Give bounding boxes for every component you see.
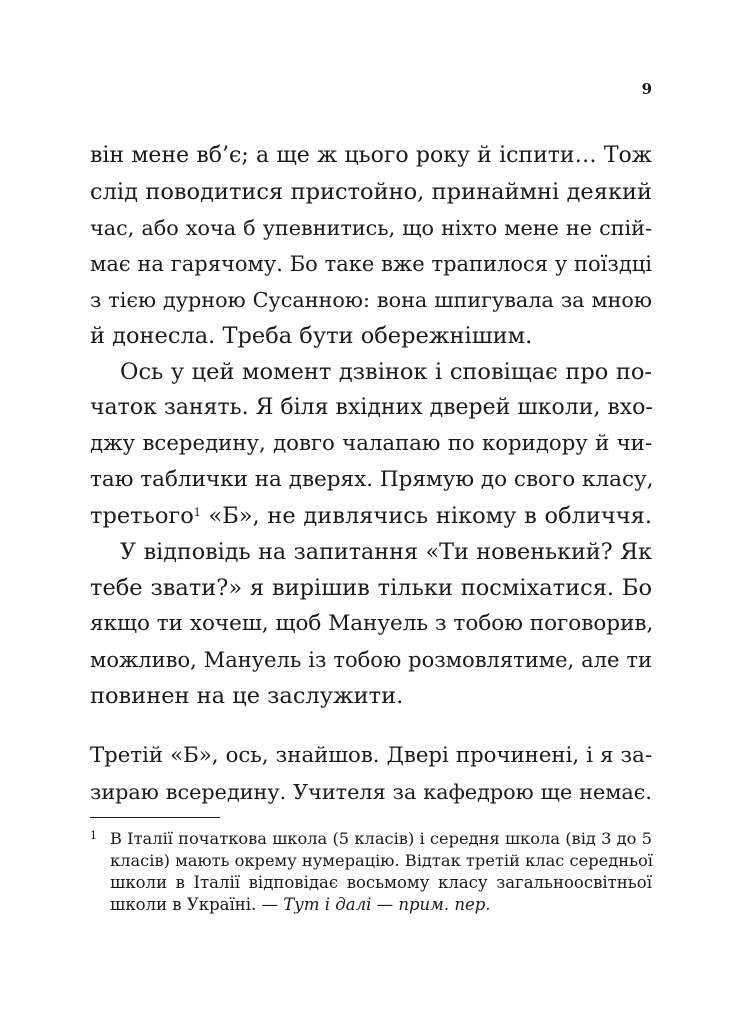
page-number: 9 [641, 80, 652, 98]
text-line: таю таблички на дверях. Прямую до свого класу, [90, 467, 654, 492]
text-line: джу всередину, довго чалапаю по коридору й чи- [90, 431, 652, 456]
text-line: й донесла. Треба бути обережнішим. [90, 323, 533, 349]
text-fragment: третього [90, 503, 194, 529]
text-line: Третій «Б», ось, знайшов. Двері прочинені, і я за- [90, 743, 652, 768]
footnote-reference: 1 [193, 506, 201, 519]
text-line: У відповідь на запитання «Ти новенький? Як [120, 539, 652, 565]
text-line: тебе звати?» я вирішив тільки посміхатися. Бо [90, 575, 652, 601]
footnote-line: школи в Італії відповідає восьмому класу загальноосвітньої [110, 873, 652, 892]
text-line: можливо, Мануель із тобою розмовлятиме, але ти [90, 648, 652, 672]
text-fragment: «Б», не дивлячись нікому в обличчя. [200, 503, 652, 529]
text-line: повинен на це заслужити. [90, 683, 404, 709]
footnote-text: школи в Україні. — [110, 895, 284, 914]
footnote-line: класів) мають окрему нумерацію. Відтак третій клас середньої [110, 851, 653, 870]
text-line: Ось у цей момент дзвінок і сповіщає про по- [120, 359, 652, 385]
text-line: чаток занять. Я біля вхідних дверей школи, вхо- [90, 395, 653, 420]
footnote-mark: 1 [90, 829, 97, 842]
text-line: він мене вб’є; а ще ж цього року й іспити… Тож [90, 143, 652, 168]
footnote-attribution: Тут і далі — прим. пер. [283, 895, 491, 914]
text-line: час, або хоча б упевнитись, що ніхто мене не спій- [90, 216, 652, 240]
text-line: має на гарячому. Бо таке вже трапилося у поїздці [90, 252, 652, 276]
footnote-line: В Італії початкова школа (5 класів) і середня школа (від 3 до 5 [110, 829, 652, 848]
text-line: зираю всередину. Учителя за кафедрою ще немає. [90, 780, 652, 804]
text-line: слід поводитися пристойно, принаймні деякий [90, 179, 652, 205]
text-line [90, 501, 652, 531]
text-line: якщо ти хочеш, щоб Мануель з тобою поговорив, [90, 611, 654, 636]
footnote-line [110, 894, 652, 916]
footnote-divider [90, 817, 220, 818]
text-line: з тією дурною Сусанною: вона шпигувала за мною [90, 288, 652, 312]
